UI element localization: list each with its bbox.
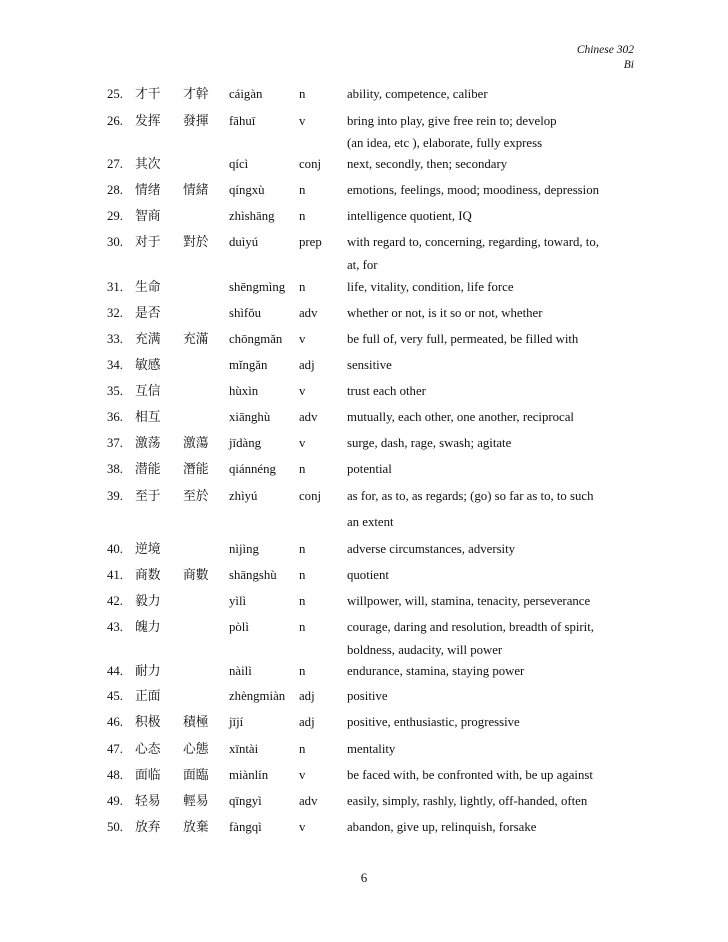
entry-simp: 相互 xyxy=(135,410,161,424)
entry-simp: 耐力 xyxy=(135,664,161,678)
vocab-entry xyxy=(0,539,728,559)
entry-simp: 智商 xyxy=(135,209,161,223)
entry-trad: 情緒 xyxy=(183,183,209,197)
vocab-entry xyxy=(0,303,728,323)
entry-pinyin: jījí xyxy=(229,715,244,729)
entry-trad: 發揮 xyxy=(183,114,209,128)
course-header: Chinese 302 xyxy=(576,44,634,56)
vocab-entry xyxy=(0,180,728,200)
entry-pos: n xyxy=(299,742,306,756)
entry-pos: prep xyxy=(299,235,322,249)
entry-num: 36. xyxy=(107,410,123,424)
entry-pinyin: qíngxù xyxy=(229,183,265,197)
entry-pos: n xyxy=(299,620,306,634)
entry-definition-continued: at, for xyxy=(347,258,378,272)
entry-simp: 魄力 xyxy=(135,620,161,634)
entry-def: abandon, give up, relinquish, forsake xyxy=(347,820,537,834)
entry-def: adverse circumstances, adversity xyxy=(347,542,516,556)
entry-pinyin: zhìshāng xyxy=(229,209,275,223)
entry-simp: 心态 xyxy=(135,742,161,756)
entry-definition-continued: (an idea, etc ), elaborate, fully express xyxy=(347,136,543,150)
entry-pinyin: mǐngǎn xyxy=(229,358,268,372)
entry-simp: 充满 xyxy=(135,332,161,346)
vocab-entry xyxy=(0,381,728,401)
entry-pinyin: fāhuī xyxy=(229,114,256,128)
entry-num: 39. xyxy=(107,489,123,503)
entry-pinyin: shēngmìng xyxy=(229,280,286,294)
entry-trad: 面臨 xyxy=(183,768,209,782)
entry-trad: 輕易 xyxy=(183,794,209,808)
vocab-entry xyxy=(0,277,728,297)
entry-num: 37. xyxy=(107,436,123,450)
entry-simp: 激荡 xyxy=(135,436,161,450)
entry-pinyin: xīntài xyxy=(229,742,259,756)
entry-pinyin: yìlì xyxy=(229,594,247,608)
entry-def: sensitive xyxy=(347,358,392,372)
entry-pos: n xyxy=(299,209,306,223)
entry-trad: 激蕩 xyxy=(183,436,209,450)
entry-simp: 对于 xyxy=(135,235,161,249)
vocab-entry xyxy=(0,232,728,252)
entry-pinyin: pòlì xyxy=(229,620,249,634)
entry-def: surge, dash, rage, swash; agitate xyxy=(347,436,512,450)
entry-num: 45. xyxy=(107,689,123,703)
entry-def: be faced with, be confronted with, be up against xyxy=(347,768,593,782)
vocab-entry xyxy=(0,686,728,706)
vocab-entry xyxy=(0,84,728,104)
entry-definition-continued: an extent xyxy=(347,515,394,529)
entry-pinyin: qiánnéng xyxy=(229,462,276,476)
entry-trad: 充滿 xyxy=(183,332,209,346)
vocab-entry xyxy=(0,206,728,226)
entry-simp: 发挥 xyxy=(135,114,161,128)
entry-trad: 才幹 xyxy=(183,87,209,101)
page-number: 6 xyxy=(360,870,368,885)
vocab-entry xyxy=(0,591,728,611)
entry-trad: 潛能 xyxy=(183,462,209,476)
entry-num: 26. xyxy=(107,114,123,128)
entry-simp: 放弃 xyxy=(135,820,161,834)
entry-pinyin: hùxìn xyxy=(229,384,259,398)
entry-num: 25. xyxy=(107,87,123,101)
entry-pos: v xyxy=(299,114,306,128)
entry-pos: conj xyxy=(299,489,322,503)
entry-num: 48. xyxy=(107,768,123,782)
entry-pos: n xyxy=(299,542,306,556)
entry-def: bring into play, give free rein to; develop xyxy=(347,114,557,128)
entry-pos: n xyxy=(299,594,306,608)
author-header: Bi xyxy=(623,59,634,71)
entry-def: positive, enthusiastic, progressive xyxy=(347,715,520,729)
entry-simp: 才干 xyxy=(135,87,161,101)
entry-pinyin: chōngmǎn xyxy=(229,332,283,346)
entry-pos: v xyxy=(299,436,306,450)
entry-num: 33. xyxy=(107,332,123,346)
entry-def: positive xyxy=(347,689,388,703)
entry-num: 30. xyxy=(107,235,123,249)
entry-simp: 生命 xyxy=(135,280,161,294)
vocab-entry xyxy=(0,661,728,681)
entry-pos: n xyxy=(299,664,306,678)
entry-trad: 對於 xyxy=(183,235,209,249)
vocab-entry xyxy=(0,712,728,732)
entry-simp: 逆境 xyxy=(135,542,161,556)
entry-simp: 互信 xyxy=(135,384,161,398)
entry-simp: 积极 xyxy=(135,715,161,729)
entry-num: 28. xyxy=(107,183,123,197)
vocab-entry xyxy=(0,817,728,837)
vocab-entry xyxy=(0,565,728,585)
entry-def: emotions, feelings, mood; moodiness, depression xyxy=(347,183,600,197)
entry-pos: v xyxy=(299,332,306,346)
entry-pinyin: fàngqì xyxy=(229,820,262,834)
vocab-entry xyxy=(0,433,728,453)
entry-pos: conj xyxy=(299,157,322,171)
entry-pinyin: duìyú xyxy=(229,235,259,249)
vocab-entry xyxy=(0,111,728,131)
entry-num: 41. xyxy=(107,568,123,582)
entry-pinyin: qīngyì xyxy=(229,794,262,808)
entry-pos: adj xyxy=(299,358,315,372)
entry-def: intelligence quotient, IQ xyxy=(347,209,472,223)
entry-simp: 商数 xyxy=(135,568,161,582)
entry-def: be full of, very full, permeated, be filled with xyxy=(347,332,579,346)
entry-pinyin: jīdàng xyxy=(229,436,261,450)
entry-def: endurance, stamina, staying power xyxy=(347,664,525,678)
entry-num: 50. xyxy=(107,820,123,834)
entry-pinyin: shāngshù xyxy=(229,568,277,582)
vocab-entry xyxy=(0,486,728,506)
entry-def: courage, daring and resolution, breadth of spirit, xyxy=(347,620,594,634)
entry-pos: n xyxy=(299,183,306,197)
vocab-entry xyxy=(0,459,728,479)
entry-pos: n xyxy=(299,280,306,294)
vocab-entry xyxy=(0,791,728,811)
entry-pinyin: xiānghù xyxy=(229,410,271,424)
entry-pos: n xyxy=(299,462,306,476)
entry-simp: 正面 xyxy=(135,689,161,703)
entry-pos: adj xyxy=(299,689,315,703)
entry-num: 34. xyxy=(107,358,123,372)
entry-pos: adv xyxy=(299,306,318,320)
entry-pos: adv xyxy=(299,410,318,424)
entry-num: 38. xyxy=(107,462,123,476)
entry-pinyin: miànlín xyxy=(229,768,269,782)
entry-num: 46. xyxy=(107,715,123,729)
entry-num: 49. xyxy=(107,794,123,808)
entry-num: 43. xyxy=(107,620,123,634)
entry-pos: v xyxy=(299,384,306,398)
vocab-entry xyxy=(0,329,728,349)
entry-pinyin: zhìyú xyxy=(229,489,258,503)
entry-trad: 商數 xyxy=(183,568,209,582)
entry-simp: 是否 xyxy=(135,306,161,320)
entry-definition-continued: boldness, audacity, will power xyxy=(347,643,503,657)
entry-trad: 積極 xyxy=(183,715,209,729)
entry-def: potential xyxy=(347,462,392,476)
entry-def: mentality xyxy=(347,742,396,756)
entry-def: willpower, will, stamina, tenacity, perseverance xyxy=(347,594,591,608)
entry-num: 40. xyxy=(107,542,123,556)
entry-trad: 心態 xyxy=(183,742,209,756)
entry-num: 29. xyxy=(107,209,123,223)
entry-num: 44. xyxy=(107,664,123,678)
entry-simp: 毅力 xyxy=(135,594,161,608)
entry-num: 47. xyxy=(107,742,123,756)
entry-def: life, vitality, condition, life force xyxy=(347,280,514,294)
entry-def: mutually, each other, one another, reciprocal xyxy=(347,410,574,424)
entry-def: trust each other xyxy=(347,384,426,398)
entry-num: 27. xyxy=(107,157,123,171)
vocab-entry xyxy=(0,739,728,759)
entry-pinyin: nìjìng xyxy=(229,542,259,556)
entry-def: easily, simply, rashly, lightly, off-handed, often xyxy=(347,794,588,808)
entry-def: with regard to, concerning, regarding, toward, to, xyxy=(347,235,599,249)
entry-simp: 情绪 xyxy=(135,183,161,197)
entry-simp: 敏感 xyxy=(135,358,161,372)
entry-pos: n xyxy=(299,87,306,101)
entry-pos: v xyxy=(299,768,306,782)
entry-def: quotient xyxy=(347,568,389,582)
entry-num: 42. xyxy=(107,594,123,608)
entry-pos: v xyxy=(299,820,306,834)
vocab-entry xyxy=(0,154,728,174)
entry-trad: 放棄 xyxy=(183,820,209,834)
entry-num: 31. xyxy=(107,280,123,294)
vocab-entry xyxy=(0,765,728,785)
entry-def: whether or not, is it so or not, whether xyxy=(347,306,543,320)
entry-pos: adj xyxy=(299,715,315,729)
entry-simp: 潜能 xyxy=(135,462,161,476)
entry-def: as for, as to, as regards; (go) so far as to, to such xyxy=(347,489,594,503)
entry-num: 35. xyxy=(107,384,123,398)
vocab-entry xyxy=(0,407,728,427)
entry-pinyin: cáigàn xyxy=(229,87,263,101)
entry-def: next, secondly, then; secondary xyxy=(347,157,508,171)
entry-simp: 面临 xyxy=(135,768,161,782)
entry-pos: n xyxy=(299,568,306,582)
entry-simp: 至于 xyxy=(135,489,161,503)
entry-pos: adv xyxy=(299,794,318,808)
entry-simp: 其次 xyxy=(135,157,161,171)
entry-num: 32. xyxy=(107,306,123,320)
entry-pinyin: zhèngmiàn xyxy=(229,689,286,703)
entry-trad: 至於 xyxy=(183,489,209,503)
vocab-entry xyxy=(0,355,728,375)
entry-pinyin: qícì xyxy=(229,157,249,171)
entry-def: ability, competence, caliber xyxy=(347,87,488,101)
vocab-entry xyxy=(0,617,728,637)
entry-simp: 轻易 xyxy=(135,794,161,808)
entry-pinyin: nàilì xyxy=(229,664,252,678)
entry-pinyin: shìfǒu xyxy=(229,306,261,320)
